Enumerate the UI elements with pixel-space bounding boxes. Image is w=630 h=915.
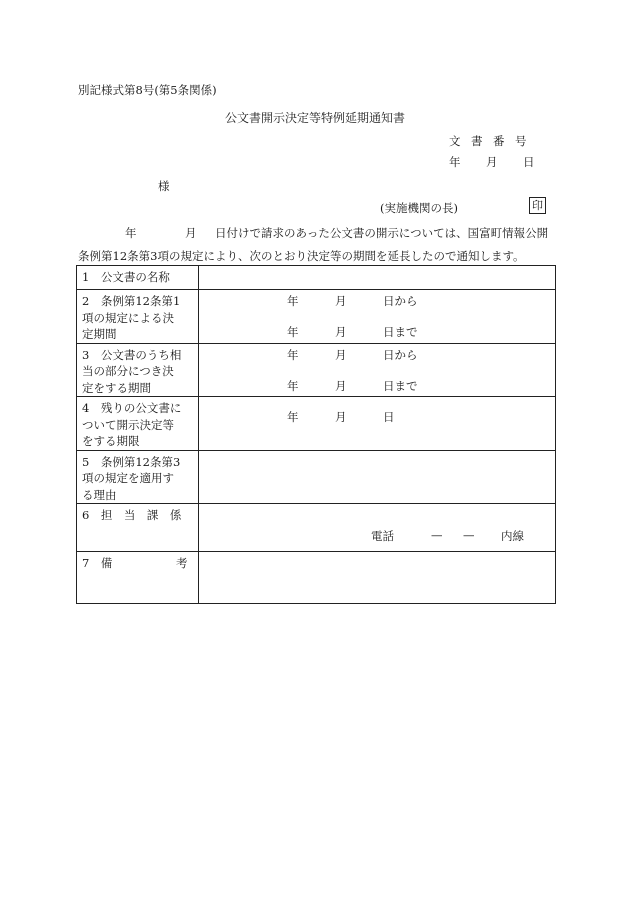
year-label: 年 — [287, 410, 299, 424]
date-year: 年 — [449, 155, 461, 169]
from-label: 日から — [383, 347, 418, 362]
table-row — [77, 397, 556, 451]
period-from — [199, 347, 555, 363]
month-label: 月 — [335, 378, 347, 393]
dash: — — [463, 528, 475, 542]
row-label-text: 1 公文書の名称 — [82, 270, 170, 284]
year-label: 年 — [287, 378, 299, 393]
issuer-label: (実施機関の長) — [380, 201, 458, 215]
date-day: 日 — [523, 155, 535, 169]
document-number-label — [449, 133, 537, 149]
doc-number-char: 号 — [515, 134, 527, 148]
period-until — [199, 378, 555, 394]
phone-line — [199, 528, 555, 544]
remarks-label-left: 7 備 — [82, 556, 113, 570]
row-value — [199, 552, 556, 604]
doc-number-char: 番 — [493, 134, 505, 148]
row-label — [77, 552, 199, 604]
row-label-text: る理由 — [82, 487, 117, 502]
body-text: 日付けで請求のあった公文書の開示については、国富町情報公開条例第12条第3項の規定により、次のとおり決定等の期間を延長したので通知します。 — [78, 226, 549, 263]
year-label: 年 — [287, 325, 299, 339]
deadline-date — [199, 409, 555, 425]
table-row — [77, 266, 556, 290]
row-value — [199, 343, 556, 397]
row-label-text: 当の部分につき決 — [82, 364, 174, 378]
date-month: 月 — [486, 155, 498, 169]
row-label-text: 6 担 当 課 係 — [82, 508, 182, 522]
table-row — [77, 552, 556, 604]
doc-number-char: 文 — [449, 134, 461, 148]
row-value — [199, 266, 556, 290]
period-from — [199, 293, 555, 309]
row-label-text: 定をする期間 — [82, 380, 151, 395]
row-label — [77, 450, 199, 504]
table-row — [77, 290, 556, 344]
row-label — [77, 290, 199, 344]
row-label — [77, 266, 199, 290]
row-label — [77, 397, 199, 451]
phone-label: 電話 — [371, 529, 394, 543]
row-label-text: 定期間 — [82, 327, 117, 341]
body-month: 月 — [185, 226, 197, 240]
row-value — [199, 290, 556, 344]
notice-table — [76, 265, 556, 604]
notice-body — [78, 222, 556, 268]
row-label-text: ついて開示決定等 — [82, 417, 174, 432]
row-label-text: 3 公文書のうち相 — [82, 347, 182, 362]
doc-number-char: 書 — [471, 134, 483, 148]
seal-box: 印 — [529, 197, 546, 214]
until-label: 日まで — [383, 325, 418, 339]
issue-date — [449, 154, 560, 170]
year-label: 年 — [287, 294, 299, 308]
form-identifier: 別記様式第8号(第5条関係) — [78, 83, 217, 97]
month-label: 月 — [335, 347, 347, 362]
table-row — [77, 343, 556, 397]
row-label-text: をする期限 — [82, 434, 140, 448]
row-label-text: 2 条例第12条第1 — [82, 294, 181, 308]
until-label: 日まで — [383, 378, 418, 393]
row-label — [77, 343, 199, 397]
row-label-text: 項の規定による決 — [82, 310, 174, 325]
table-row — [77, 504, 556, 552]
row-label-text: 4 残りの公文書に — [82, 401, 182, 415]
row-label-text: 5 条例第12条第3 — [82, 454, 181, 469]
body-date — [125, 222, 215, 245]
row-label-text: 項の規定を適用す — [82, 471, 174, 485]
row-value — [199, 397, 556, 451]
table-row — [77, 450, 556, 504]
month-label: 月 — [335, 294, 347, 308]
row-value — [199, 450, 556, 504]
dash: — — [431, 528, 443, 542]
remarks-label-right: 考 — [176, 556, 188, 570]
body-year: 年 — [125, 226, 137, 240]
year-label: 年 — [287, 347, 299, 362]
addressee-suffix: 様 — [158, 179, 170, 193]
month-label: 月 — [335, 325, 347, 339]
row-label-text — [82, 555, 194, 572]
row-label — [77, 504, 199, 552]
day-label: 日 — [383, 410, 395, 424]
from-label: 日から — [383, 294, 418, 308]
month-label: 月 — [335, 410, 347, 424]
extension-label: 内線 — [501, 529, 524, 543]
document-title: 公文書開示決定等特例延期通知書 — [224, 111, 405, 125]
period-until — [199, 324, 555, 340]
row-value — [199, 504, 556, 552]
